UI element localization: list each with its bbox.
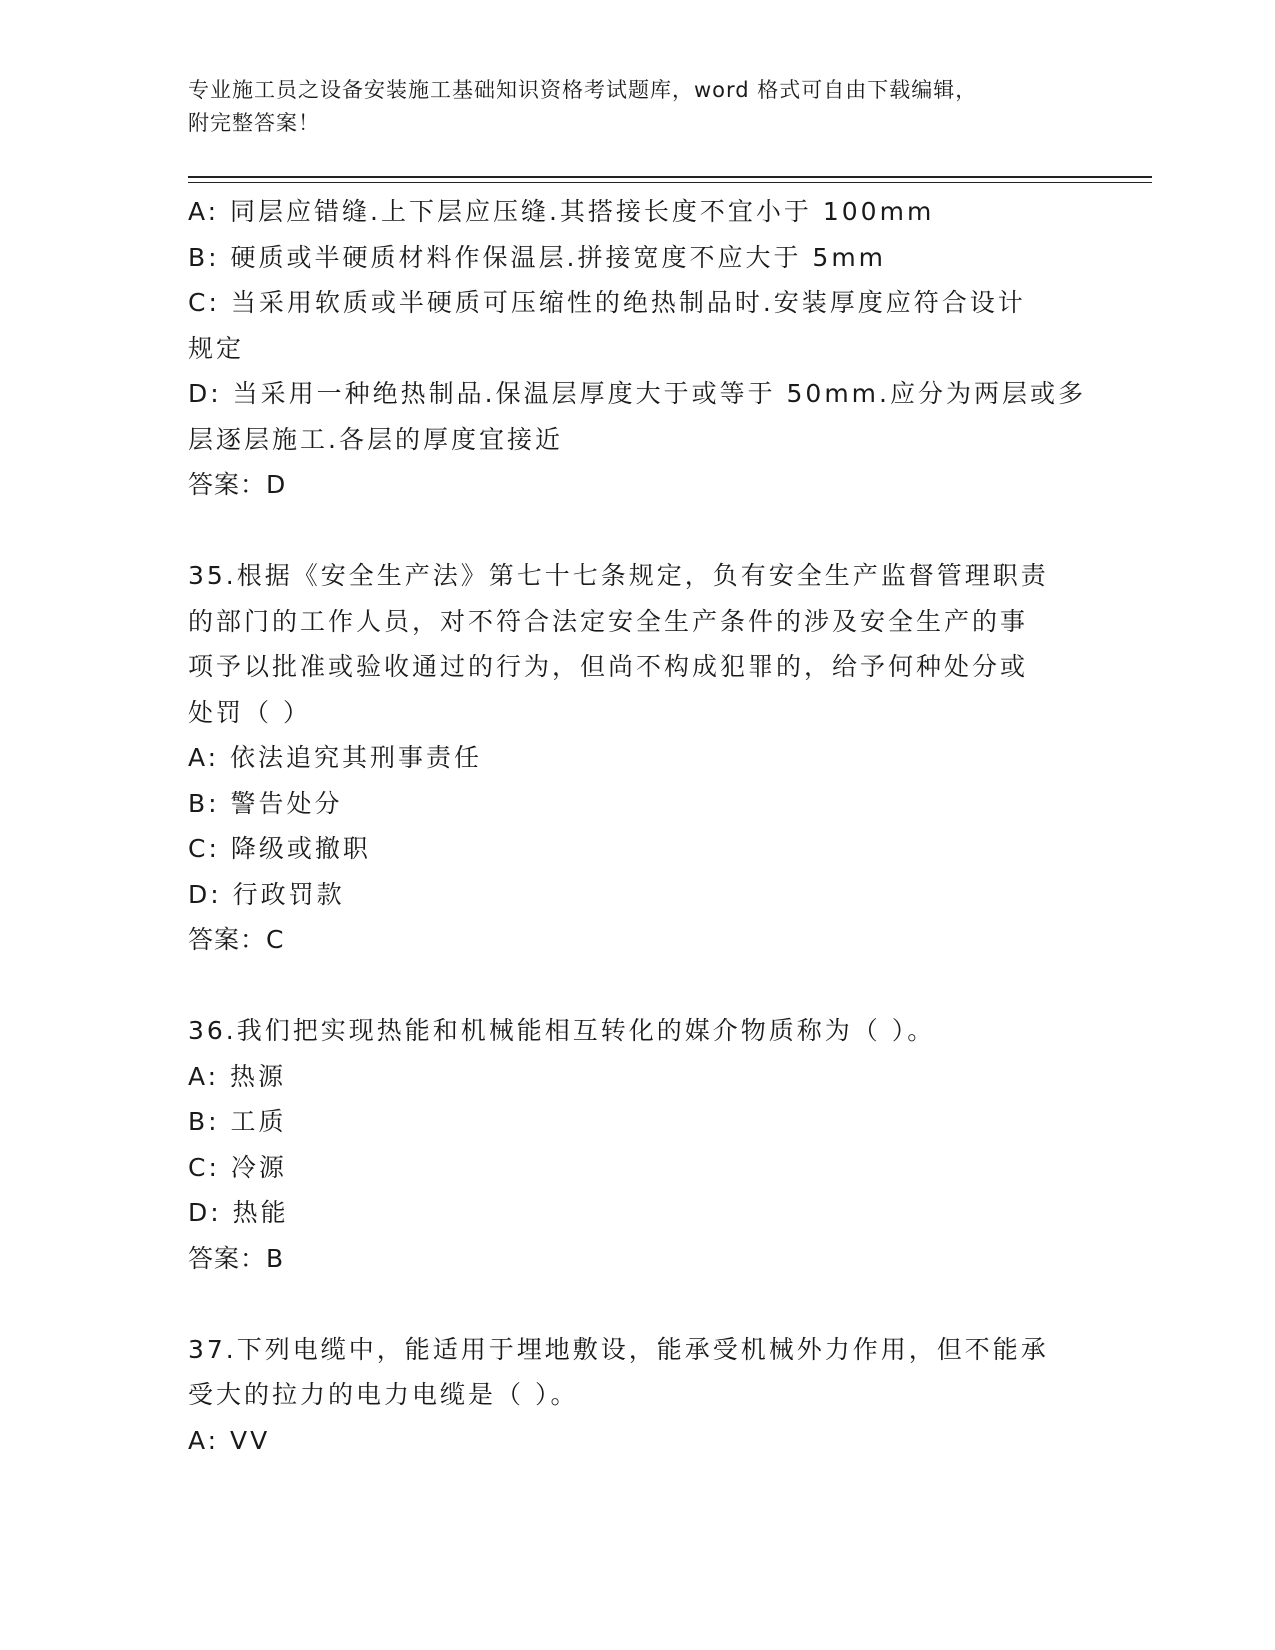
- question-36: [188, 1008, 1088, 1281]
- option-b: B: 警告处分: [188, 788, 343, 818]
- header-divider-thin: [188, 182, 1152, 183]
- option-c: C: 冷源: [188, 1152, 287, 1182]
- header-line-1: 专业施工员之设备安装施工基础知识资格考试题库，word 格式可自由下载编辑，: [188, 78, 978, 102]
- option-b: B: 工质: [188, 1107, 287, 1136]
- document-header: [188, 74, 1088, 140]
- option-d: D: 行政罚款: [188, 879, 345, 909]
- header-line-2: 附完整答案！: [188, 111, 320, 135]
- option-d: D: 当采用一种绝热制品.保温层厚度大于或等于 50mm.应分为两层或多: [188, 379, 1086, 408]
- option-c-continued: 规定: [188, 333, 245, 363]
- question-gap: [188, 963, 1088, 1009]
- question-stem-continued: 受大的拉力的电力电缆是（ ）。: [188, 1380, 579, 1409]
- question-stem-continued: 处罚（ ）: [188, 697, 311, 727]
- option-a: A: 依法追究其刑事责任: [188, 743, 483, 772]
- option-c: C: 降级或撤职: [188, 834, 371, 863]
- answer: 答案：D: [188, 470, 287, 499]
- option-a: A: 热源: [188, 1061, 287, 1091]
- question-stem: 36.我们把实现热能和机械能相互转化的媒介物质称为（ ）。: [188, 1016, 936, 1045]
- question-stem-continued: 的部门的工作人员，对不符合法定安全生产条件的涉及安全生产的事: [188, 606, 1029, 636]
- question-gap: [188, 1281, 1088, 1327]
- answer: 答案：C: [188, 925, 285, 954]
- option-d-continued: 层逐层施工.各层的厚度宜接近: [188, 424, 563, 454]
- header-divider-thick: [188, 176, 1152, 178]
- option-c: C: 当采用软质或半硬质可压缩性的绝热制品时.安装厚度应符合设计: [188, 288, 1026, 317]
- question-stem-continued: 项予以批准或验收通过的行为，但尚不构成犯罪的，给予何种处分或: [188, 652, 1029, 681]
- question-34-options: [188, 189, 1088, 508]
- option-a: A: VV: [188, 1425, 271, 1455]
- question-stem: 35.根据《安全生产法》第七十七条规定，负有安全生产监督管理职责: [188, 561, 1049, 590]
- option-b: B: 硬质或半硬质材料作保温层.拼接宽度不应大于 5mm: [188, 242, 887, 272]
- question-37: [188, 1327, 1088, 1464]
- question-stem: 37.下列电缆中，能适用于埋地敷设，能承受机械外力作用，但不能承: [188, 1334, 1049, 1364]
- option-a: A: 同层应错缝.上下层应压缝.其搭接长度不宜小于 100mm: [188, 197, 935, 226]
- answer: 答案：B: [188, 1243, 285, 1273]
- question-content: [188, 189, 1088, 1463]
- question-35: [188, 553, 1088, 963]
- option-d: D: 热能: [188, 1198, 289, 1227]
- question-gap: [188, 508, 1088, 554]
